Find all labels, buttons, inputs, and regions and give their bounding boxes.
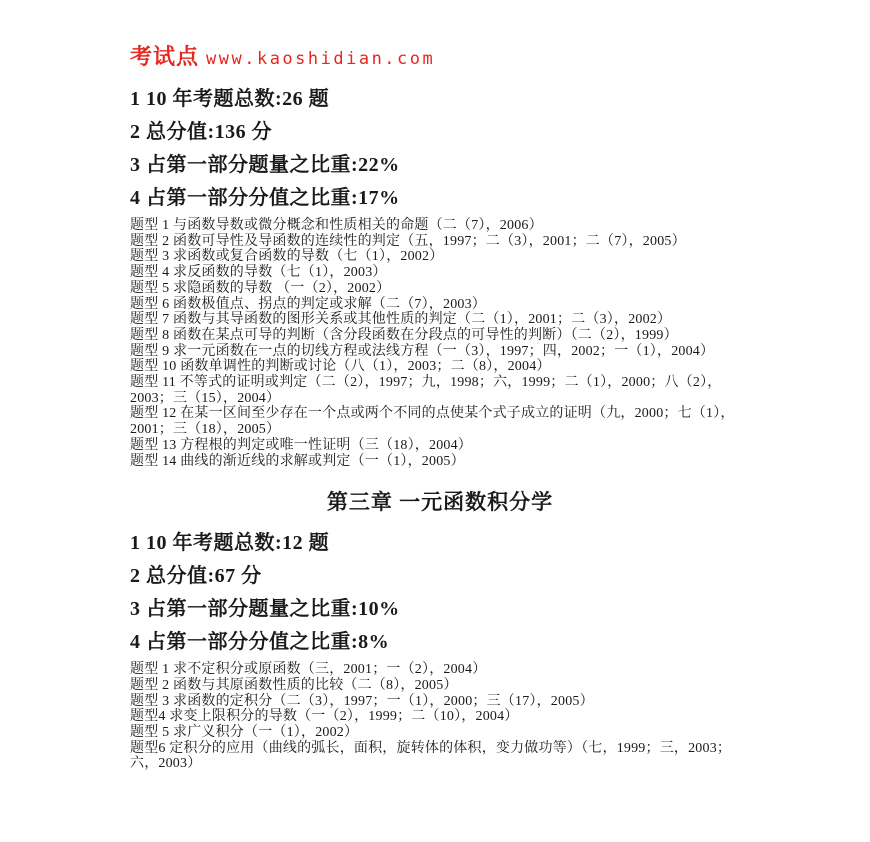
question-type-line: 题型 3 求函数的定积分（二（3），1997；一（1），2000；三（17），2005） [130, 693, 594, 709]
question-type-line: 题型 13 方程根的判定或唯一性证明（三（18），2004） [130, 437, 472, 453]
question-type-line: 题型 1 与函数导数或微分概念和性质相关的命题（二（7），2006） [130, 218, 543, 233]
question-type-line: 题型 5 求隐函数的导数 （一（2），2002） [130, 280, 391, 296]
stat-line: 4 占第一部分分值之比重:8% [130, 631, 390, 654]
question-type-line: 题型 10 函数单调性的判断或讨论（八（1），2003；二（8），2004） [130, 359, 551, 375]
stat-line: 2 总分值:67 分 [130, 565, 262, 588]
site-logo-url: www.kaoshidian.com [206, 49, 436, 69]
question-type-line: 题型 4 求反函数的导数（七（1），2003） [130, 265, 387, 281]
question-type-line: 题型 5 求广义积分（一（1），2002） [130, 725, 359, 741]
chapter-title: 第三章 一元函数积分学 [326, 490, 554, 515]
stat-line: 3 占第一部分题量之比重:10% [130, 598, 400, 621]
site-logo [130, 40, 750, 71]
question-type-line: 题型 6 函数极值点、拐点的判定或求解（二（7），2003） [130, 296, 486, 312]
chapter-two-summary-section [130, 86, 750, 469]
question-type-line: 题型 9 求一元函数在一点的切线方程或法线方程（一（3），1997；四，2002；一（1），2004） [130, 343, 715, 359]
chapter-two-stats [130, 86, 750, 211]
question-type-line: 题型6 定积分的应用（曲线的弧长，面积，旋转体的体积，变力做功等）（七，1999；三，2003；六，2003） [130, 740, 732, 772]
question-type-line: 题型 11 不等式的证明或判定（二（2），1997；九，1998；六，1999；二（1），2000；八（2），2003；三（15），2004） [130, 375, 722, 406]
question-type-line: 题型 2 函数可导性及导函数的连续性的判定（五，1997；二（3），2001；二（7），2005） [130, 233, 686, 249]
question-type-line: 题型4 求变上限积分的导数（一（2），1999；二（10），2004） [130, 709, 519, 725]
question-type-line: 题型 2 函数与其原函数性质的比较（二（8），2005） [130, 677, 458, 693]
chapter-three-question-types [130, 662, 750, 772]
question-type-line: 题型 7 函数与其导函数的图形关系或其他性质的判定（二（1），2001；二（3），2002） [130, 312, 672, 328]
question-type-line: 题型 3 求函数或复合函数的导数（七（1），2002） [130, 249, 444, 265]
question-type-line: 题型 8 函数在某点可导的判断（含分段函数在分段点的可导性的判断）（二（2），1999） [130, 327, 678, 343]
stat-line: 2 总分值:136 分 [130, 121, 273, 143]
stat-line: 4 占第一部分分值之比重:17% [130, 187, 400, 209]
stat-line: 1 10 年考题总数:26 题 [130, 88, 330, 110]
question-type-line: 题型 12 在某一区间至少存在一个点或两个不同的点使某个式子成立的证明（九，2000；七（1），2001；三（18），2005） [130, 406, 735, 438]
question-type-line: 题型 14 曲线的渐近线的求解或判定（一（1），2005） [130, 453, 465, 469]
question-type-line: 题型 1 求不定积分或原函数（三，2001；一（2），2004） [130, 662, 487, 678]
chapter-three-stats [130, 530, 750, 655]
site-logo-brand: 考试点 [130, 44, 200, 69]
stat-line: 1 10 年考题总数:12 题 [130, 532, 330, 555]
chapter-two-question-types [130, 218, 750, 469]
stat-line: 3 占第一部分题量之比重:22% [130, 154, 400, 176]
chapter-three-summary-section [130, 530, 750, 772]
